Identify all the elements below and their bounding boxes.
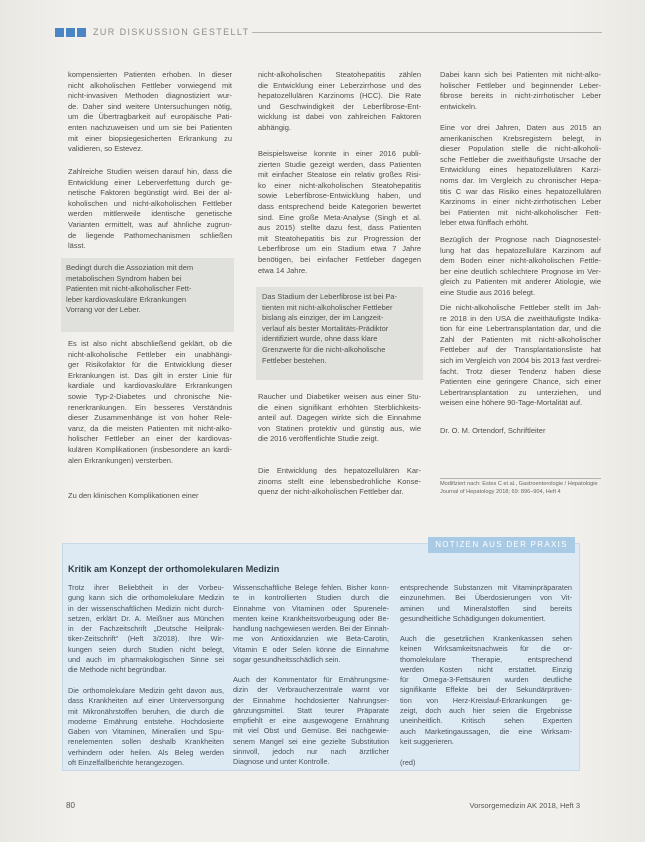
text-line: sowie Leberfibrose-Entwicklung haben, und (258, 191, 421, 201)
text-line: mit einfacher Steatose ein relativ großes Risi- (258, 170, 421, 180)
left-column-paragraph-1 (68, 70, 232, 155)
text-line: keinen Wirksamkeitsnachweis für die or- (400, 644, 572, 654)
text-line: weisen eine höhere 90-Tage-Mortalität auf. (440, 398, 583, 408)
text-line: Fettleber bestehen. (262, 355, 327, 365)
text-line: Bedingt durch die Assoziation mit dem (66, 263, 194, 272)
text-line: nicht-alkoholischen Steatohepatitis zählen (258, 70, 421, 79)
text-line: Wissenschaftliche Belege fehlen. Bisher konn- (233, 583, 389, 592)
text-line: Auch die gesetzlichen Krankenkassen sehen (400, 634, 572, 643)
text-line: renerkrankungen. Ein besseres Verständnis (68, 402, 232, 412)
middle-column-paragraph-3 (258, 392, 421, 445)
left-column-paragraph-3 (68, 339, 232, 466)
text-line: in der Fachzeitschrift „Deutsche Heilprak- (68, 624, 224, 634)
text-line: mit einer biopsiegesicherten Erkrankung zu (68, 133, 232, 143)
text-line: werden mittlerweile identische genetische (68, 209, 232, 219)
text-line: sogar gesundheitsschädlich sein. (233, 655, 341, 665)
text-line: netische Faktoren begünstigt wird. Bei der al- (68, 188, 232, 198)
text-line: Vorrang vor der Leber. (66, 305, 141, 315)
text-line: zierten Studie gezeigt werden, dass Patienten (258, 159, 421, 169)
text-line: Vitamin E oder Selen könne die Einnahme (233, 644, 389, 654)
text-line: signifikante Effekte bei der Sekundärpräven- (400, 685, 572, 695)
page-number: 80 (66, 801, 75, 810)
text-line: empfiehlt er eine ausgewogene Ernährung (233, 716, 389, 726)
section-marker-square (55, 28, 64, 37)
left-column-paragraph-4 (68, 491, 232, 502)
text-line: und auch im pharmakologischen Sinne sei (68, 655, 224, 665)
header-divider (252, 32, 602, 33)
right-column-paragraph-4 (440, 303, 601, 409)
publication-reference: Vorsorgemedizin AK 2018, Heft 3 (469, 801, 580, 810)
text-line: metabolischen Syndrom haben bei (66, 273, 182, 283)
text-line: sind. Eine große Meta-Analyse (Singh et al. (258, 212, 421, 222)
text-line: mit viel Obst und Gemüse. Bei nachgewie- (233, 726, 389, 736)
text-line: koholischen und nicht-alkoholischen Fettleber (68, 198, 232, 208)
text-line: keit suggerieren. (400, 736, 454, 746)
practice-notes-tab: NOTIZEN AUS DER PRAXIS (428, 537, 575, 553)
text-line: lung hat das hepatozelluläre Karzinom auf (440, 245, 601, 255)
text-line: die einen signifikant erhöhten Sterblichkeits- (258, 402, 421, 412)
text-line: te in kontrollierten Studien durch die (233, 593, 389, 603)
notes-column-1-paragraph-1 (68, 583, 224, 676)
text-line: nicht alkoholischen Fettleber vorwiegend mit (68, 80, 232, 90)
right-column-paragraph-3 (440, 235, 601, 299)
section-marker-square (66, 28, 75, 37)
author-signature: Dr. O. M. Ortendorf, Schriftleiter (440, 426, 546, 435)
text-line: tiker-Zeitschrift“ (Heft 3/2018). Ihre Wir- (68, 634, 224, 644)
notes-column-3-paragraph-2 (400, 634, 572, 747)
text-line: Die Entwicklung des hepatozellulären Kar- (258, 466, 421, 475)
text-line: Leberfibrose um ein Stadium etwa 7 Jahre (258, 244, 421, 254)
text-line: holischer Fettleber an einer der kardiovas- (68, 434, 232, 444)
text-line: dass entsprechend beide Kategorien bewertet (258, 201, 421, 211)
middle-column-paragraph-4 (258, 466, 421, 498)
text-line: lässt. (68, 241, 86, 251)
text-line: dieser Zusammenhänge ist von hoher Rele- (68, 413, 232, 423)
text-line: leber etwa fünffach erhöht. (440, 218, 529, 228)
text-line: Raucher und Diabetiker weisen aus einer Stu- (258, 392, 421, 401)
text-line: aus 2015) stellte dazu fest, dass Patienten (258, 223, 421, 233)
text-line: Lebertransplantation zu unterziehen, und (440, 387, 601, 397)
text-line: Einnahme von Vitaminen oder Spurenele- (233, 603, 389, 613)
text-line: gung kann sich die orthomolekulare Medizin (68, 593, 224, 603)
section-marker-square (77, 28, 86, 37)
notes-column-2-paragraph-2 (233, 675, 389, 768)
text-line: moderne Ernährung entstehe. Hochdosierte (68, 716, 224, 726)
text-line: Trotz ihrer Beliebtheit in der Vorbeu- (68, 583, 224, 592)
text-line: Patienten eine geringere Chance, sich einer (440, 377, 601, 387)
text-line: noms dar. Im Vergleich zu chronischer Hepa- (440, 175, 601, 185)
text-line: die Methode nicht begründbar. (68, 665, 167, 675)
text-line: amerikanischen Krebsregistern belegt, in (440, 133, 601, 143)
text-line: der Einnahme hochdosierter Nahrungser- (233, 695, 389, 705)
text-line: tienten mit nicht-alkoholischer Fettleber (262, 302, 393, 312)
text-line: de liegende Pathomechanismen schließen (68, 230, 232, 240)
text-line: um die Übertragbarkeit auf europäische Pati- (68, 112, 232, 122)
right-column-paragraph-1 (440, 70, 601, 112)
text-line: anteil auf. Dagegen wirkte sich die Einnahme (258, 413, 421, 423)
text-line: etwa 14 Jahre. (258, 265, 308, 275)
text-line: von Statinen protektiv und günstig aus, wie (258, 423, 421, 433)
middle-column-paragraph-1 (258, 70, 421, 134)
text-line: holischer Fettleber und beginnender Leber- (440, 80, 601, 90)
text-line: zinoms stellt eine lebensbedrohliche Konse- (258, 476, 421, 486)
right-column-paragraph-2 (440, 123, 601, 229)
text-line: entwickeln. (440, 101, 478, 111)
text-line: dieser Population stelle die nicht-alkoholi- (440, 144, 601, 154)
text-line: Auch der Kommentator für Ernährungsme- (233, 675, 389, 684)
text-line: Entwicklung eines hepatozellulären Karzi- (440, 165, 601, 175)
text-line: bei Patienten mit nicht-alkoholischer Fett- (440, 207, 601, 217)
text-line: Das Stadium der Leberfibrose ist bei Pa- (262, 292, 398, 301)
text-line: ger Risikofaktor für die Entwicklung dieser (68, 360, 232, 370)
text-line: für Omega-3-Fettsäuren wurden deutliche (400, 675, 572, 685)
notes-source: (red) (400, 758, 416, 767)
text-line: einzunehmen. Bei Überdosierungen von Vit- (400, 593, 572, 603)
text-line: die 2016 veröffentlichte Studie zeigt. (258, 434, 379, 444)
text-line: setzen, erklärt Dr. A. Meißner aus München (68, 613, 224, 623)
text-line: senem Mangel sei eine gezielte Substitution (233, 736, 389, 746)
left-column-paragraph-2 (68, 167, 232, 252)
text-line: thomolekulare Therapie, entsprechend (400, 654, 572, 664)
notes-column-2-paragraph-1 (233, 583, 389, 665)
text-line: Journal of Hepatology 2018; 69: 896–904, Heft 4 (440, 488, 561, 495)
text-line: aminen und Mineralstoffen sind bereits (400, 603, 572, 613)
text-line: enten nachzuweisen und um sie bei Patienten (68, 122, 232, 132)
text-line: tion für eine Lebertransplantation dar, und die (440, 324, 601, 334)
notes-column-3-paragraph-1 (400, 583, 572, 624)
text-line: de. Daher sind weitere Untersuchungen nötig, (68, 101, 232, 111)
text-line: benötigen, bei einfacher Fettleber dagegen (258, 254, 421, 264)
footnote (440, 481, 601, 496)
text-line: Erkrankungen ist. Das gilt in erster Linie für (68, 370, 232, 380)
text-line: Eine vor drei Jahren, Daten aus 2015 an (440, 123, 601, 132)
text-line: sche Fettleber die zweithäufigste Ursache der (440, 154, 601, 164)
text-line: Zahl der Patienten mit nicht-alkoholischer (440, 334, 601, 344)
text-line: auch Marketingaussagen, die eine Wirksam- (400, 726, 572, 736)
text-line: eine Studie aus 2016 belegt. (440, 287, 536, 297)
middle-highlight-text (262, 292, 418, 366)
text-line: Entwicklung einer Leberverfettung durch ge- (68, 177, 232, 187)
text-line: leber kardiovaskuläre Erkrankungen (66, 294, 187, 304)
text-line: mit Steatohepatitis bis zur Progression der (258, 233, 421, 243)
text-line: die Entwicklung einer Leberzirrhose und des (258, 80, 421, 90)
text-line: gesundheitliche Schädigungen dokumentiert. (400, 613, 546, 623)
text-line: fibrose bereits in nicht-zirrhotischer Leber (440, 91, 601, 101)
text-line: werden Kosten nicht erstattet. Einzig (400, 664, 572, 674)
text-line: Varianten ermittelt, was auf ähnliche zugrun- (68, 219, 232, 229)
text-line: Es ist also nicht abschließend geklärt, ob die (68, 339, 232, 348)
text-line: renelementen sollen deshalb Krankheiten (68, 737, 224, 747)
text-line: Fettleber auf der Transplantationsliste hat (440, 345, 601, 355)
text-line: mit Mikronährstoffen beruhen, die durch die (68, 706, 224, 716)
middle-column-paragraph-2 (258, 149, 421, 276)
text-line: gänzungsmittel. Statt teurer Präparate (233, 705, 389, 715)
text-line: handlung nachgewiesen werden. Bei der Einnah- (233, 624, 390, 634)
text-line: und Geschwindigkeit der Leberfibrose-Ent- (258, 101, 421, 111)
text-line: hepatozellulären Karzinoms (HCC). Die Rate (258, 91, 421, 101)
text-line: nicht-invasiven Methoden diagnostiziert wur- (68, 91, 232, 101)
text-line: dizin der Verbraucherzentrale warnt vor (233, 685, 389, 695)
text-line: in der wissenschaftlichen Medizin nicht durch- (68, 603, 224, 613)
text-line: Karzinoms in einer nicht-zirrhotischen Leber (440, 197, 601, 207)
text-line: vanz, da die meisten Patienten mit nicht-alko- (68, 423, 232, 433)
text-line: me von Antioxidanzien wie Beta-Carotin, (233, 634, 389, 644)
text-line: Gaben von Vitaminen, Mineralien und Spu- (68, 727, 224, 737)
text-line: entsprechende Substanzen mit Vitaminpräparaten (400, 583, 572, 592)
text-line: Patienten mit nicht-alkoholischer Fett- (66, 284, 192, 294)
text-line: kungen seien durch Studien nicht belegt, (68, 644, 224, 654)
text-line: kardiale und kardiovaskuläre Erkrankungen (68, 381, 232, 391)
text-line: kompensierten Patienten erhoben. In dieser (68, 70, 232, 79)
text-line: Zu den klinischen Komplikationen einer (68, 491, 199, 500)
text-line: facht. Trotz dieser Tendenz haben diese (440, 366, 601, 376)
text-line: quenz der nicht-alkoholischen Fettleber dar. (258, 487, 404, 497)
text-line: uneinheitlich. Kritisch sehen Experten (400, 716, 572, 726)
text-line: kulären Komplikationen (insbesondere an kardi- (68, 444, 232, 454)
text-line: gleich zu Patienten mit anderer Ätiologie, wie (440, 277, 601, 287)
text-line: Die orthomolekulare Medizin geht davon aus, (68, 686, 224, 695)
notes-column-1-paragraph-2 (68, 686, 224, 768)
text-line: Die nicht-alkoholische Fettleber stellt im Jah- (440, 303, 601, 312)
text-line: Bezüglich der Prognose nach Diagnosestel- (440, 235, 601, 244)
text-line: bislang als einziger, der im Langzeit- (262, 313, 384, 323)
text-line: abhängig. (258, 122, 291, 132)
practice-notes-title: Kritik am Konzept der orthomolekularen Medizin (68, 564, 280, 574)
text-line: titis C war das Risiko eines hepatozellulären (440, 186, 601, 196)
text-line: re 2018 in den USA die zweithäufigste Indika- (440, 313, 601, 323)
text-line: ko einer nicht-alkoholischen Steatohepatitis (258, 180, 421, 190)
text-line: dem Boden einer nicht-alkoholischen Fettle- (440, 256, 601, 266)
text-line: verlauf als bester Mortalitäts-Prädiktor (262, 323, 389, 333)
text-line: alen Erkrankungen) versterben. (68, 455, 174, 465)
text-line: validieren, so Estevez. (68, 144, 144, 154)
text-line: Beispielsweise konnte in einer 2016 publi- (258, 149, 421, 158)
text-line: sinnvoll, jedoch nur nach ärztlicher (233, 747, 389, 757)
text-line: Grenzwerte für die nicht-alkoholische (262, 344, 386, 354)
text-line: sowie Typ-2-Diabetes und chronische Nie- (68, 391, 232, 401)
text-line: oft Einzelfallberichte herangezogen. (68, 758, 185, 768)
text-line: zeigt, doch auch hier seien die Ergebnisse (400, 706, 572, 716)
text-line: verhindern oder heilen. Als Beleg werden (68, 747, 224, 757)
text-line: Dabei kann sich bei Patienten mit nicht-alko- (440, 70, 601, 79)
text-line: dass Krankheiten auf einer Unterversorgung (68, 696, 224, 706)
text-line: menten keine Krankheitsvorbeugung oder Be- (233, 613, 389, 623)
text-line: nicht-alkoholische Fettleber ein unabhängi- (68, 349, 232, 359)
text-line: Modifiziert nach: Estes C et al., Gastroenterologie / Hepatologie (440, 481, 598, 487)
footnote-divider (440, 478, 601, 479)
text-line: identifiziert wurde, ohne dass klare (262, 334, 378, 344)
text-line: Zahlreiche Studien weisen darauf hin, dass die (68, 167, 232, 176)
text-line: ber eine deutlich schlechtere Prognose im Ver- (440, 266, 601, 276)
text-line: Diagnose und unter Kontrolle. (233, 757, 330, 767)
section-label: ZUR DISKUSSION GESTELLT (93, 27, 250, 37)
text-line: wicklung ist dabei von zahlreichen Faktoren (258, 112, 421, 122)
left-highlight-text (66, 263, 230, 316)
text-line: tion von Herz-Kreislauf-Erkrankungen ge- (400, 695, 572, 705)
text-line: sich im Vergleich von 2004 bis 2013 fast verdrei- (440, 355, 602, 365)
